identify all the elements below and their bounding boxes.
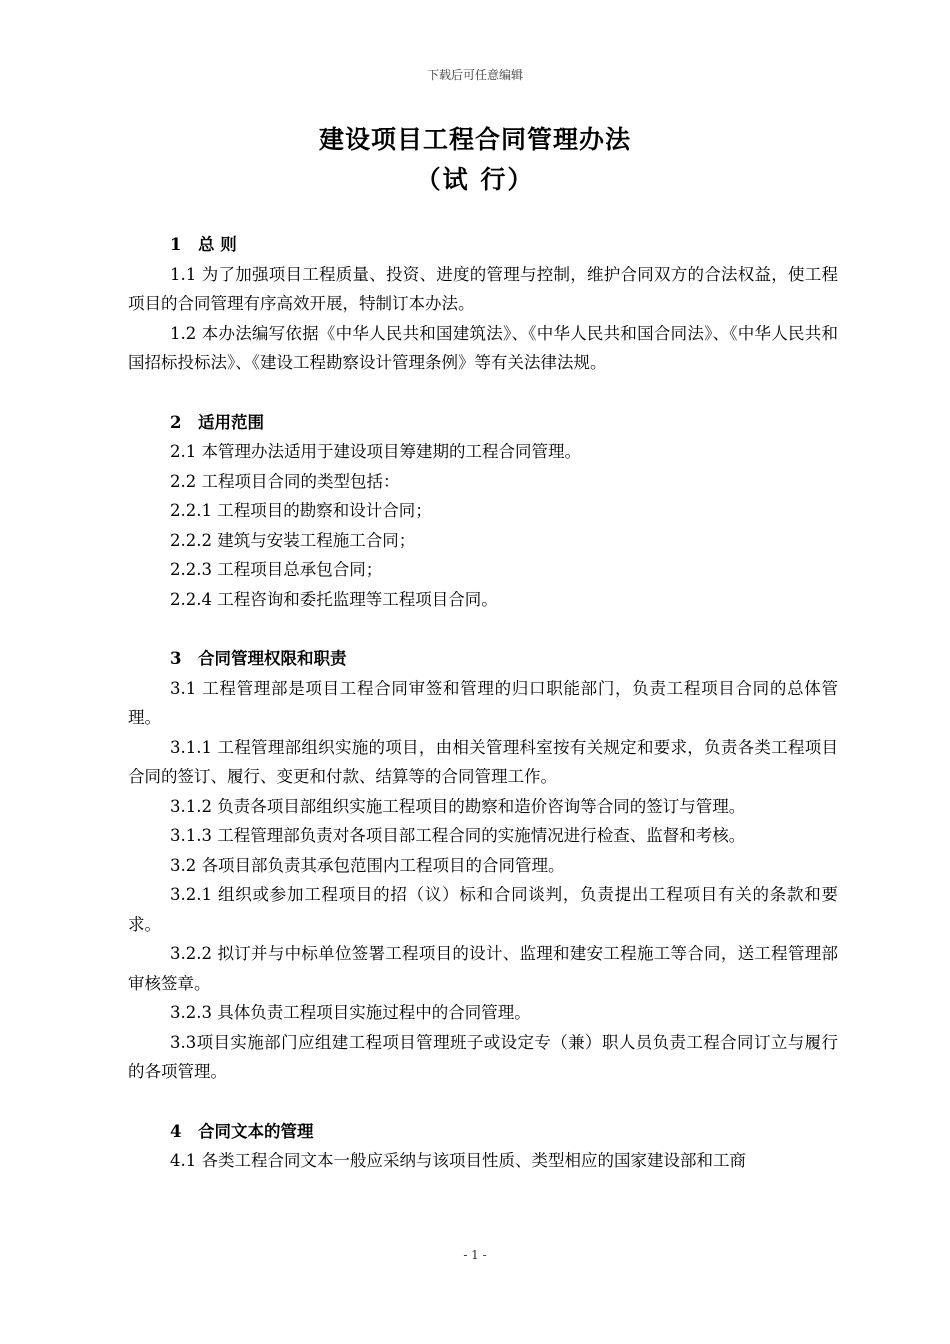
page-number: - 1 - [463,1248,487,1262]
paragraph: 3.3项目实施部门应组建工程项目管理班子或设定专（兼）职人员负责工程合同订立与履行的各项管理。 [128,1032,838,1081]
paragraph: 2.2.4 工程咨询和委托监理等工程项目合同。 [170,589,498,609]
paragraph: 2.2 工程项目合同的类型包括： [170,471,400,491]
paragraph: 2.2.3 工程项目总承包合同； [170,560,383,579]
section-scope [128,408,838,615]
paragraph: 3.1 工程管理部是项目工程合同审签和管理的归口职能部门，负责工程项目合同的总体管理。 [128,678,838,727]
paragraph: 3.1.2 负责各项目部组织实施工程项目的勘察和造价咨询等合同的签订与管理。 [170,796,746,816]
document-subtitle: （试 行） [415,165,535,194]
paragraph: 2.2.2 建筑与安装工程施工合同； [170,530,416,550]
section-authority [128,644,838,1087]
paragraph: 3.1.1 工程管理部组织实施的项目，由相关管理科室按有关规定和要求，负责各类工程项目合同的签订、履行、变更和付款、结算等的合同管理工作。 [128,737,838,786]
paragraph: 3.2 各项目部负责其承包范围内工程项目的合同管理。 [170,855,565,875]
paragraph: 2.2.1 工程项目的勘察和设计合同； [170,501,432,520]
paragraph: 4.1 各类工程合同文本一般应采纳与该项目性质、类型相应的国家建设部和工商 [170,1151,746,1170]
paragraph: 2.1 本管理办法适用于建设项目筹建期的工程合同管理。 [170,442,581,461]
section-contract-text [128,1117,838,1176]
section-heading: 4 合同文本的管理 [170,1121,314,1141]
section-heading: 3 合同管理权限和职责 [170,649,347,668]
document-title: 建设项目工程合同管理办法 [318,125,631,154]
page-header: 下载后可任意编辑 [426,68,523,82]
paragraph: 3.2.2 拟订并与中标单位签署工程项目的设计、监理和建安工程施工等合同，送工程管理部审核签章。 [128,944,838,993]
paragraph: 3.2.3 具体负责工程项目实施过程中的合同管理。 [170,1003,531,1022]
section-general [128,230,838,378]
paragraph: 3.1.3 工程管理部负责对各项目部工程合同的实施情况进行检查、监督和考核。 [170,826,746,845]
paragraph: 1.2 本办法编写依据《中华人民共和国建筑法》、《中华人民共和国合同法》、《中华人民共和国招标投标法》、《建设工程勘察设计管理条例》等有关法律法规。 [128,323,838,372]
paragraph: 1.1 为了加强项目工程质量、投资、进度的管理与控制，维护合同双方的合法权益，使工程项目的合同管理有序高效开展，特制订本办法。 [128,264,838,313]
section-heading: 2 适用范围 [170,412,264,432]
section-heading: 1 总 则 [170,235,237,254]
paragraph: 3.2.1 组织或参加工程项目的招（议）标和合同谈判，负责提出工程项目有关的条款和要求。 [128,885,838,934]
document-body [128,230,838,1176]
